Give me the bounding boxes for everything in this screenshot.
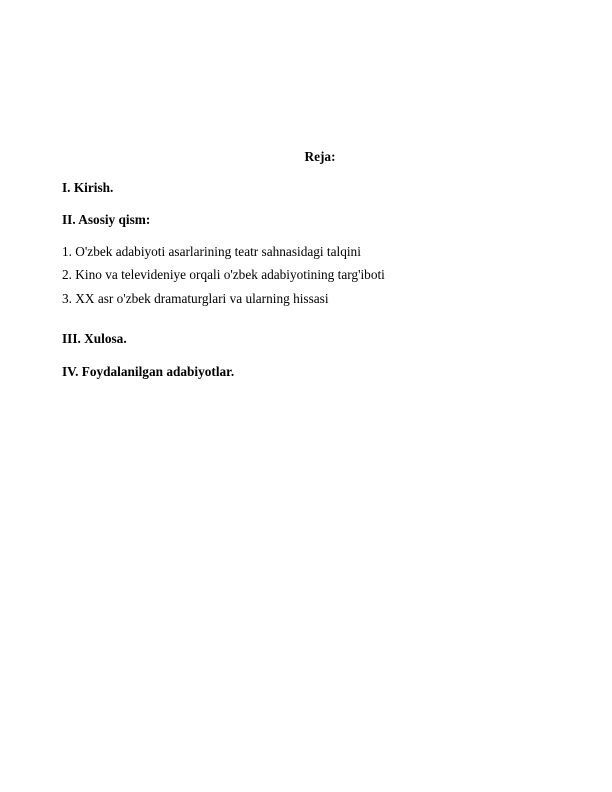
page-title: Reja: <box>304 149 336 164</box>
section-main-part: II. Asosiy qism: <box>62 212 151 227</box>
section-introduction: I. Kirish. <box>62 180 114 195</box>
subsection-item-3: 3. XX asr o'zbek dramaturglari va ularning hissasi <box>62 291 329 306</box>
subsection-item-1: 1. O'zbek adabiyoti asarlarining teatr sahnasidagi talqini <box>62 244 361 259</box>
subsection-item-2: 2. Kino va televideniye orqali o'zbek adabiyotining targ'iboti <box>62 267 385 282</box>
section-conclusion: III. Xulosa. <box>62 331 127 346</box>
section-references: IV. Foydalanilgan adabiyotlar. <box>62 364 235 379</box>
